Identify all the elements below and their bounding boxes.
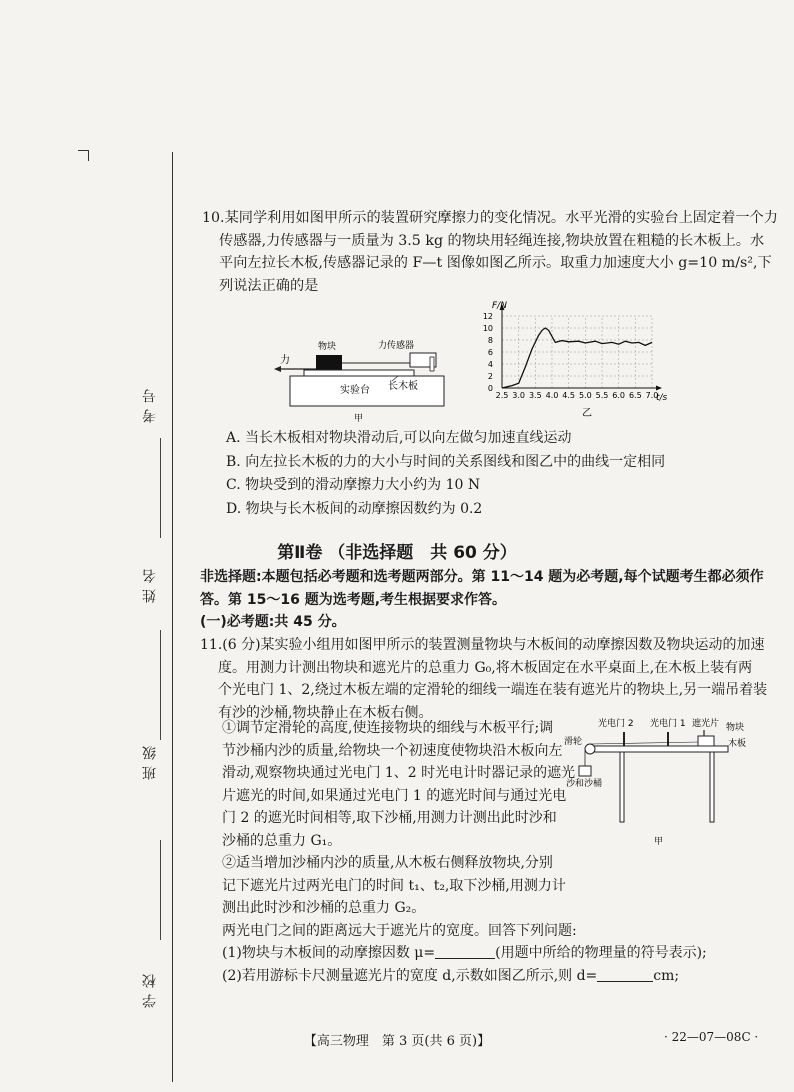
x-tick-label: 2.5 [495,391,509,400]
step-line: 两光电门之间的距离远大于遮光片的宽度。回答下列问题: [222,922,577,939]
step-line: ②适当增加沙桶内沙的质量,从木板右侧释放物块,分别 [222,855,553,871]
paper-code: · 22—07—08C · [664,1030,759,1044]
step-line: 门 2 的遮光时间相等,取下沙桶,用测力计测出此时沙和 [222,810,557,826]
x-axis-label: t/s [656,393,668,403]
gate1-label: 光电门 1 [650,719,686,729]
option-c: C. 物块受到的滑动摩擦力大小约为 10 N [226,477,481,493]
y-tick-label: 6 [487,348,493,357]
fill-line-exam-no [160,438,161,538]
y-tick-label: 0 [487,384,493,393]
q11-line: 有沙的沙桶,物块静止在木板右侧。 [218,704,433,721]
y-tick-label: 10 [482,324,493,333]
force-label: 力 [280,355,290,366]
figure-a-caption: 甲 [354,414,364,424]
gate2-label: 光电门 2 [598,719,634,729]
sub1-prefix: (1)物块与木板间的动摩擦因数 μ= [222,945,436,961]
y-tick-label: 2 [487,372,493,381]
table-leg-right [710,752,714,822]
q11-line: 11.(6 分)某实验小组用如图甲所示的装置测量物块与木板间的动摩擦因数及物块运动的加速 [200,637,765,653]
x-tick-label: 6.0 [612,391,626,400]
bucket-label: 沙和沙桶 [566,779,603,789]
instruction-line: 答。第 15～16 题为选考题,考生根据要求作答。 [200,591,507,608]
q10-line: 列说法正确的是 [219,277,319,294]
q10-line: 10.某同学利用如图甲所示的装置研究摩擦力的变化情况。水平光滑的实验台上固定着一个力 [202,210,778,226]
q11-line: 度。用测力计测出物块和遮光片的总重力 G₀,将木板固定在水平桌面上,在木板上装有两 [218,659,753,676]
sub1-suffix: (用题中所给的物理量的符号表示); [495,945,707,961]
answer-blank-d[interactable] [597,967,653,982]
board-label-q11: 木板 [728,739,747,749]
step-line: 滑动,观察物块通过光电门 1、2 时光电计时器记录的遮光 [222,765,576,781]
option-d: D. 物块与长木板间的动摩擦因数约为 0.2 [226,500,483,517]
option-b: B. 向左拉长木板的力的大小与时间的关系图线和图乙中的曲线一定相同 [226,453,666,470]
question-11-stem [200,634,767,724]
block-shape-q11 [698,736,714,746]
block-label: 物块 [318,342,337,352]
block-label-q11: 物块 [726,723,745,733]
step-line: 沙桶的总重力 G₁。 [222,832,342,849]
q11-line: 个光电门 1、2,绕过木板左端的定滑轮的细线一端连在装有遮光片的物块上,另一端吊着装 [218,682,768,698]
step-line: ①调节定滑轮的高度,使连接物块的细线与木板平行;调 [222,720,554,736]
x-tick-label: 5.5 [595,391,609,400]
pulley-label: 滑轮 [564,737,583,747]
instruction-line: (一)必考题:共 45 分。 [200,614,346,630]
corner-mark [78,150,89,161]
question-10-stem [202,207,778,297]
section-2-instructions [200,566,764,634]
figure-q11-apparatus [560,712,760,848]
q10-options [226,427,665,521]
board-shape-q11 [590,746,728,752]
bucket-shape [579,766,591,776]
step-line: 节沙桶内沙的质量,给物块一个初速度使物块沿木板向左 [222,742,563,759]
fill-line-class [160,840,161,940]
x-tick-label: 7.0 [645,391,659,400]
board-label: 长木板 [388,381,418,392]
pulley-shape [585,744,595,754]
binding-line [172,152,173,1082]
y-tick-label: 8 [487,336,493,345]
label-school: 学校 [142,968,158,1008]
step-line: 测出此时沙和沙桶的总重力 G₂。 [222,900,426,916]
x-tick-label: 3.5 [528,391,542,400]
answer-blank-mu[interactable] [435,944,495,959]
x-tick-label: 3.0 [512,391,526,400]
x-tick-label: 4.0 [545,391,559,400]
step-line: 记下遮光片过两光电门的时间 t₁、t₂,取下沙桶,用测力计 [222,877,566,894]
q10-line: 传感器,力传感器与一质量为 3.5 kg 的物块用轻绳连接,物块放置在粗糙的长木板上。水 [219,232,765,249]
fill-line-name [160,630,161,740]
label-name: 姓名 [142,563,158,603]
step-line: 片遮光的时间,如果通过光电门 1 的遮光时间与通过光电 [222,787,567,804]
ft-chart [470,298,670,420]
chart-caption: 乙 [582,408,592,419]
option-a: A. 当长木板相对物块滑动后,可以向左做匀加速直线运动 [226,430,572,446]
section-2-title: 第Ⅱ卷 （非选择题 共 60 分） [277,543,517,563]
series-line [502,328,652,388]
y-axis-label: F/N [492,301,507,311]
table-leg-left [620,752,624,822]
label-class: 班级 [142,740,158,780]
sensor-label: 力传感器 [378,341,415,351]
sub-question-2 [222,965,707,988]
shade-label: 遮光片 [692,719,720,729]
x-tick-label: 5.0 [578,391,592,400]
figure-q11-caption: 甲 [654,837,664,847]
y-tick-label: 4 [487,360,493,369]
bench-label: 实验台 [340,385,370,396]
x-tick-label: 4.5 [562,391,576,400]
sub2-prefix: (2)若用游标卡尺测量遮光片的宽度 d,示数如图乙所示,则 d= [222,967,598,984]
y-tick-label: 12 [482,312,493,321]
block-shape [316,355,342,370]
sub2-suffix: cm; [653,967,680,984]
q10-line: 平向左拉长木板,传感器记录的 F—t 图像如图乙所示。取重力加速度大小 g=10 m/s²,下 [219,255,772,271]
label-exam-no: 考号 [142,383,158,423]
sub-question-1 [222,942,707,965]
board-shape [304,370,414,376]
figure-apparatus-a [270,335,450,425]
x-tick-label: 6.5 [628,391,642,400]
instruction-line: 非选择题:本题包括必考题和选考题两部分。第 11～14 题为必考题,每个试题考生都必须作 [200,569,764,585]
page-footer: 【高三物理 第 3 页(共 6 页)】 [303,1034,491,1049]
